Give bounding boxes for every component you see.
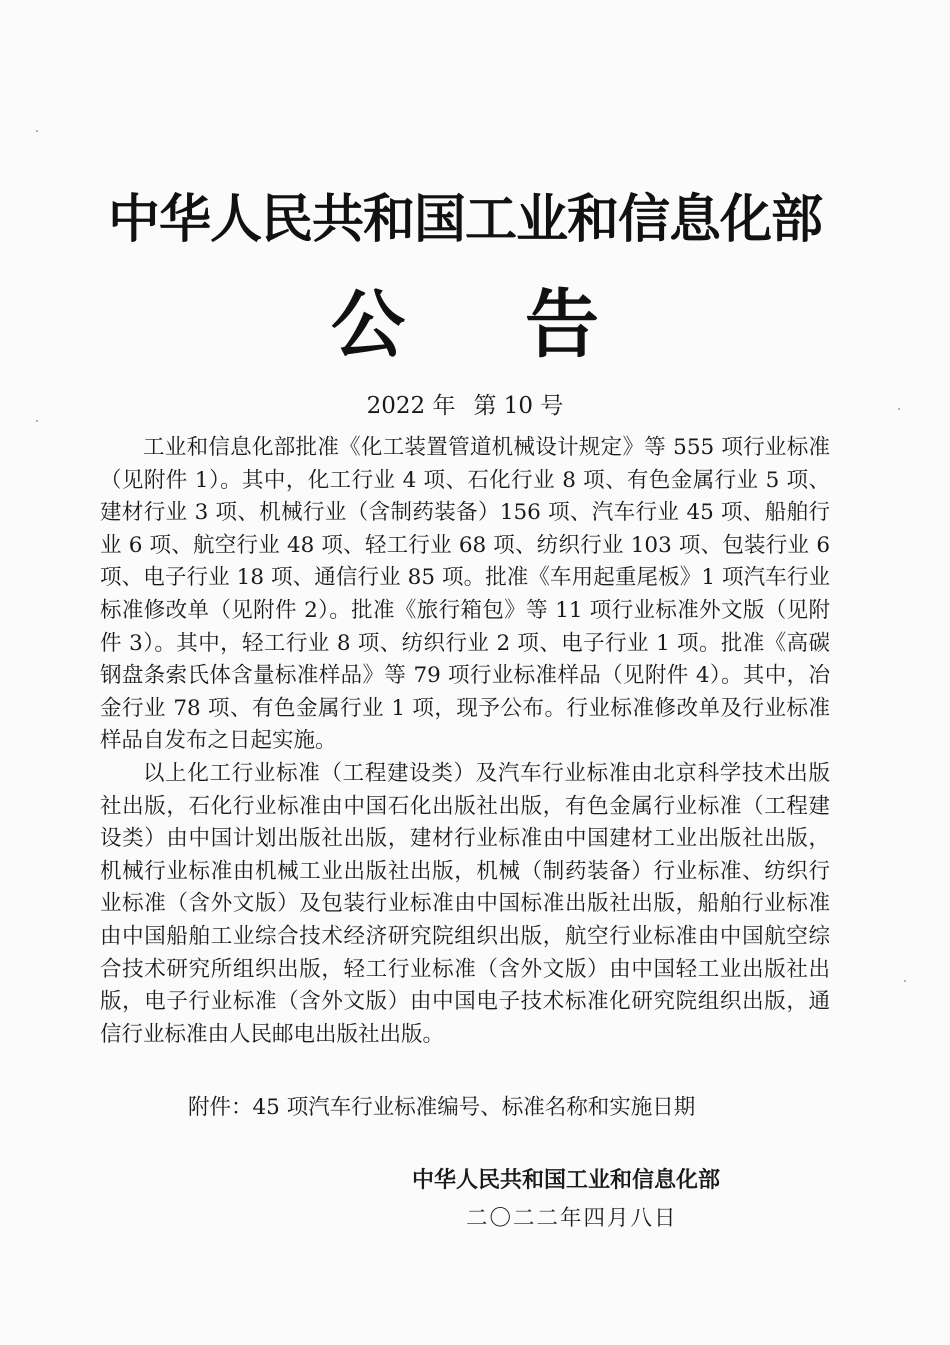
signing-date: 二〇二二年四月八日 [466,1206,678,1231]
body-paragraph-publishers: 以上化工行业标准（工程建设类）及汽车行业标准由北京科学技术出版社出版，石化行业标准由中国石化出版社出版，有色金属行业标准（工程建设类）由中国计划出版社出版，建材行业标准由中国建材工业出版社出版，机械行业标准由机械工业出版社出版，机械（制药装备）行业标准、纺织行业标准（含外文版）及包装行业标准由中国标准出版社出版，船舶行业标准由中国船舶工业综合技术经济研究院组织出版，航空行业标准由中国航空综合技术研究所组织出版，轻工行业标准（含外文版）由中国轻工业出版社出版，电子行业标准（含外文版）由中国电子技术标准化研究院组织出版，通信行业标准由人民邮电出版社出版。 [100,760,830,1047]
signing-department: 中华人民共和国工业和信息化部 [412,1168,721,1193]
department-title: 中华人民共和国工业和信息化部 [107,190,822,250]
attachment-note: 附件：45 项汽车行业标准编号、标准名称和实施日期 [188,1095,696,1120]
announcement-body [100,432,830,1051]
document-year: 2022 年 [366,393,456,419]
document-number [0,390,930,422]
scan-speck [904,980,906,982]
document-issue-number: 第 10 号 [473,393,564,419]
scan-speck [36,130,38,132]
document-type-title: 公告 [331,282,719,368]
body-paragraph-approval: 工业和信息化部批准《化工装置管道机械设计规定》等 555 项行业标准（见附件 1）。其中，化工行业 4 项、石化行业 8 项、有色金属行业 5 项、建材行业 3 项、机械行业（含制药装备）156 项、汽车行业 45 项、船舶行业 6 项、航空行业 48 项、轻工行业 68 项、纺织行业 103 项、包装行业 6 项、电子行业 18 项、通信行业 85 项。批准《车用起重尾板》1 项汽车行业标准修改单（见附件 2）。批准《旅行箱包》等 11 项行业标准外文版（见附件 3）。其中，轻工行业 8 项、纺织行业 2 项、电子行业 1 项。批准《高碳钢盘条索氏体含量标准样品》等 79 项行业标准样品（见附件 4）。其中，冶金行业 78 项、有色金属行业 1 项，现予公布。行业标准修改单及行业标准样品自发布之日起实施。 [100,435,830,754]
